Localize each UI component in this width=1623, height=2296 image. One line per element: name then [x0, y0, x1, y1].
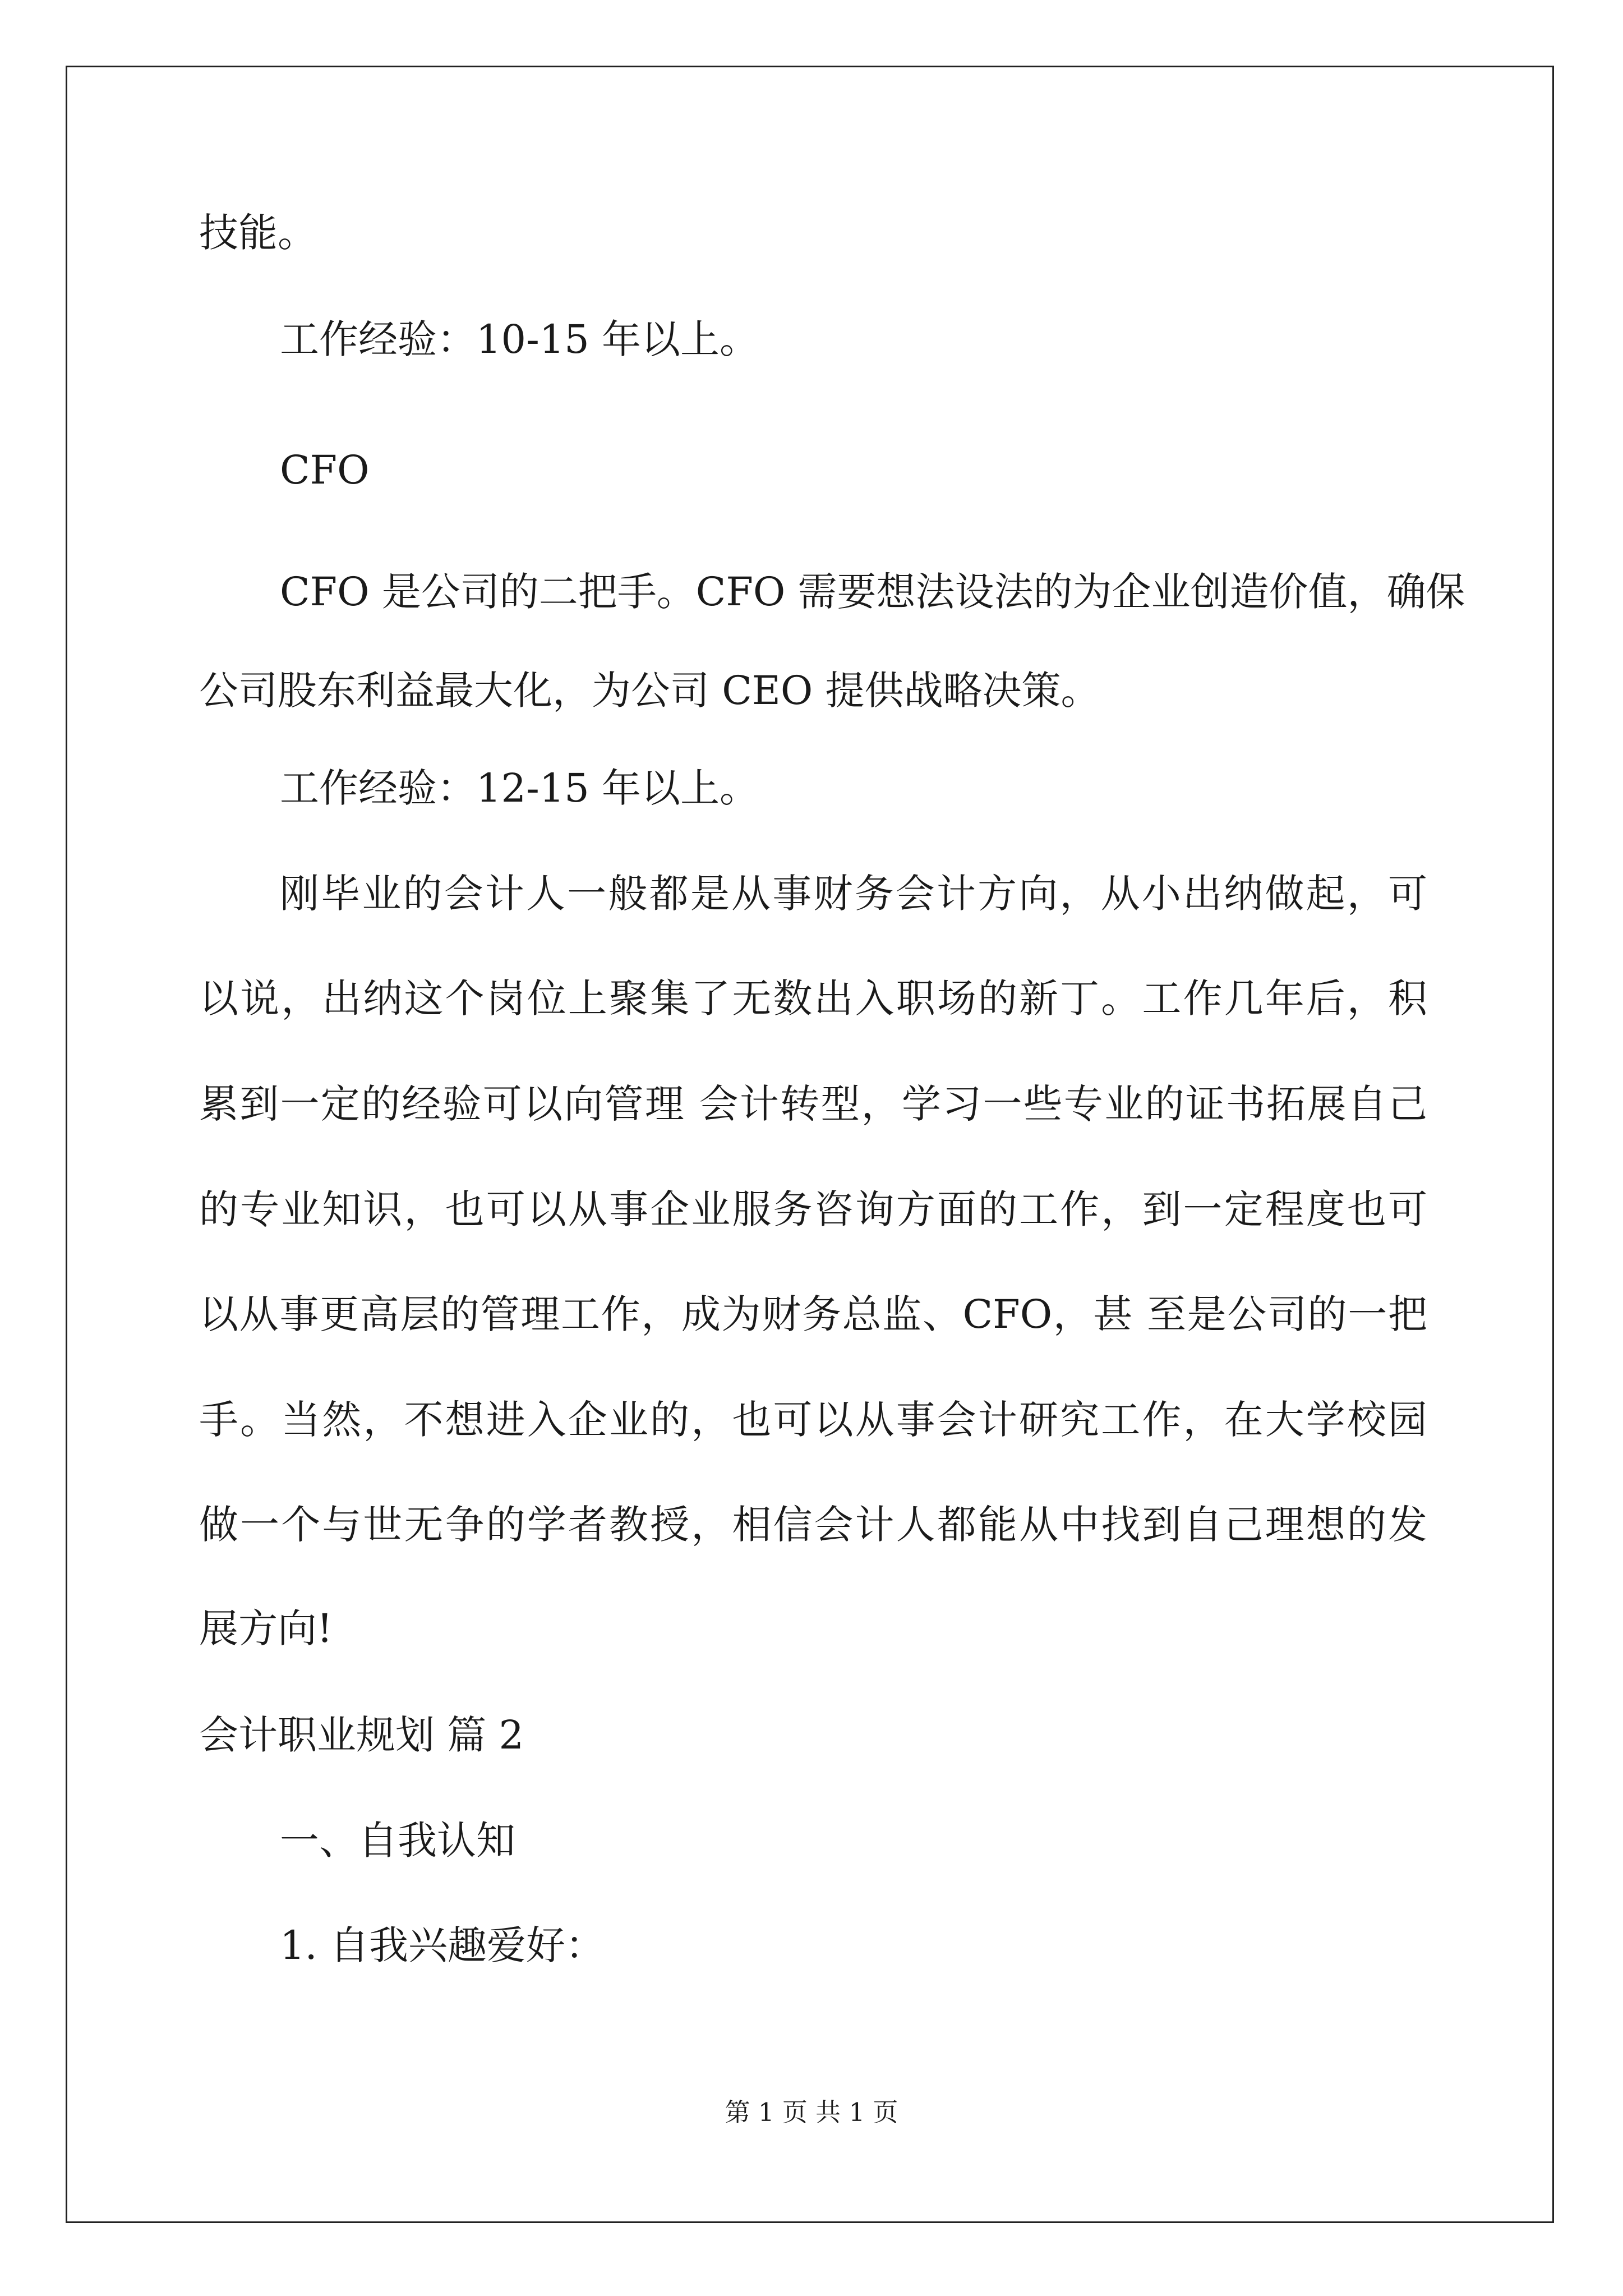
text-line: 累到一定的经验可以向管理 会计转型，学习一些专业的证书拓展自己	[199, 1081, 1427, 1127]
text-line: 工作经验：12-15 年以上。	[280, 765, 759, 811]
text-line: 工作经验：10-15 年以上。	[280, 316, 759, 362]
section-heading: 一、自我认知	[280, 1818, 515, 1864]
text-line: 展方向!	[199, 1605, 333, 1651]
section-heading: 会计职业规划 篇 2	[199, 1712, 524, 1758]
text-line: 做一个与世无争的学者教授，相信会计人都能从中找到自己理想的发	[199, 1502, 1427, 1548]
text-line: 公司股东利益最大化，为公司 CEO 提供战略决策。	[199, 668, 1100, 714]
text-line: 以从事更高层的管理工作，成为财务总监、CFO，甚 至是公司的一把	[199, 1291, 1427, 1337]
text-line: 的专业知识，也可以从事企业服务咨询方面的工作，到一定程度也可	[199, 1186, 1427, 1232]
text-line: 手。当然，不想进入企业的，也可以从事会计研究工作，在大学校园	[199, 1397, 1427, 1443]
text-line: CFO 是公司的二把手。CFO 需要想法设法的为企业创造价值，确保	[280, 569, 1465, 615]
page-border	[66, 66, 1554, 2223]
text-line: 1. 自我兴趣爱好：	[280, 1922, 605, 1968]
page-footer: 第 1 页 共 1 页	[725, 2097, 898, 2127]
text-line: 刚毕业的会计人一般都是从事财务会计方向，从小出纳做起，可	[280, 871, 1427, 917]
section-heading: CFO	[280, 447, 370, 493]
text-line: 技能。	[199, 210, 317, 256]
text-line: 以说，出纳这个岗位上聚集了无数出入职场的新丁。工作几年后，积	[199, 976, 1427, 1022]
